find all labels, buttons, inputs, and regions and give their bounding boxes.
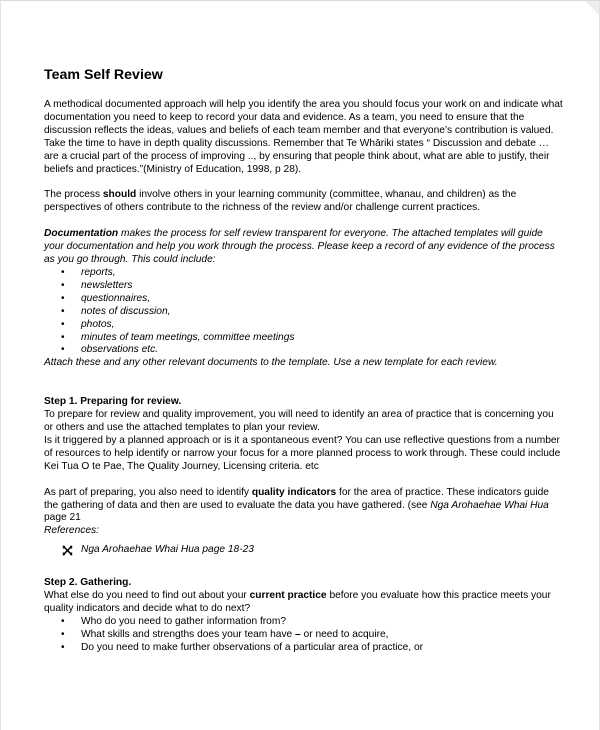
documentation-list [44, 267, 564, 357]
documentation-paragraph [44, 228, 564, 267]
cross-x-icon [62, 545, 73, 556]
step1-paragraph-2: Is it triggered by a planned approach or is it a spontaneous event? You can use reflective questions from a number of resources to help identify or narrow your focus for a more planned process to work through. These could include Kei Tua O te Pae, The Quality Journey, Licensing criteria. etc [44, 434, 561, 472]
list-item: • questionnaires, [44, 293, 564, 306]
reference-text: Nga Arohaehae Whai Hua page 18-23 [81, 544, 254, 556]
list-item: • observations etc. [44, 344, 564, 357]
step1-p3-before: As part of preparing, you also need to identify [44, 486, 252, 498]
list-item-text: Who do you need to gather information from? [81, 615, 286, 627]
step1-p3-after: for the area of practice. These indicators guide the gathering of data and then are used to evaluate the data you have gathered. (see [44, 486, 549, 511]
process-text-after: involve others in your learning community (committee, whanau, and children) as the perspectives of others contribute to the richness of the review and/or challenge current practices. [44, 189, 517, 214]
list-item: • reports, [44, 267, 564, 280]
intro-paragraph: A methodical documented approach will help you identify the area you should focus your work on and indicate what documentation you need to keep to record your data and evidence. As a team, you need to ensure that the discussion reflects the ideas, values and beliefs of each team member and that everyone’s contribution is valued. Take the time to have in depth quality discussions. Remember that Te Whāriki states “ Discussion and debate … are a crucial part of the process of improving .., by ensuring that people think about, what are able to justify, their beliefs and practices.”(Ministry of Education, 1998, p 28). [44, 99, 563, 175]
list-item-rest: or need to acquire, [300, 628, 389, 640]
process-should-bold: should [102, 189, 137, 201]
list-item: • minutes of team meetings, committee meetings [44, 332, 564, 345]
list-item [44, 642, 564, 655]
documentation-closing: Attach these and any other relevant documents to the template. Use a new template for each review. [44, 357, 498, 369]
process-text-before: The process [44, 189, 103, 201]
documentation-text: makes the process for self review transparent for everyone. The attached templates will guide your documentation and help you work through the process. Please keep a record of any evidence of the process as you go through. This could include: [44, 228, 555, 266]
list-item-text: Do you need to make further observations of a particular area of practice, or [81, 641, 424, 653]
documentation-lead: Documentation [44, 228, 119, 240]
list-item: • photos, [44, 319, 564, 332]
list-item-text: What skills and strengths does your team have [81, 628, 296, 640]
process-paragraph [44, 189, 564, 215]
list-item: • notes of discussion, [44, 306, 564, 319]
step1-heading: Step 1. Preparing for review. [44, 396, 182, 408]
document-body [44, 67, 564, 655]
step2-heading: Step 2. Gathering. [44, 577, 132, 589]
list-item [44, 616, 564, 629]
document-title: Team Self Review [44, 67, 163, 83]
list-item [44, 629, 564, 642]
quality-indicators-bold: quality indicators [251, 486, 337, 498]
step1-paragraph-1: To prepare for review and quality improvement, you will need to identify an area of practice that is concerning you or others and use the attached templates to plan your review. [44, 409, 554, 434]
step2-intro-before: What else do you need to find out about your [44, 590, 250, 602]
current-practice-bold: current practice [249, 590, 327, 602]
step2-intro-after: before you evaluate how this practice meets your quality indicators and decide what to do next? [44, 590, 551, 614]
reference-item [62, 544, 564, 557]
step1-p3-end: page 21 [44, 512, 81, 524]
page-corner-fold [585, 1, 599, 15]
list-item: • newsletters [44, 280, 564, 293]
step2-list [44, 616, 564, 655]
step2-intro [44, 590, 564, 616]
step1-p3-italic: Nga Arohaehae Whai Hua [430, 499, 549, 511]
list-item-dash-bold: – [295, 628, 301, 640]
step1-paragraph-3 [44, 487, 564, 526]
references-label: References: [44, 525, 99, 537]
